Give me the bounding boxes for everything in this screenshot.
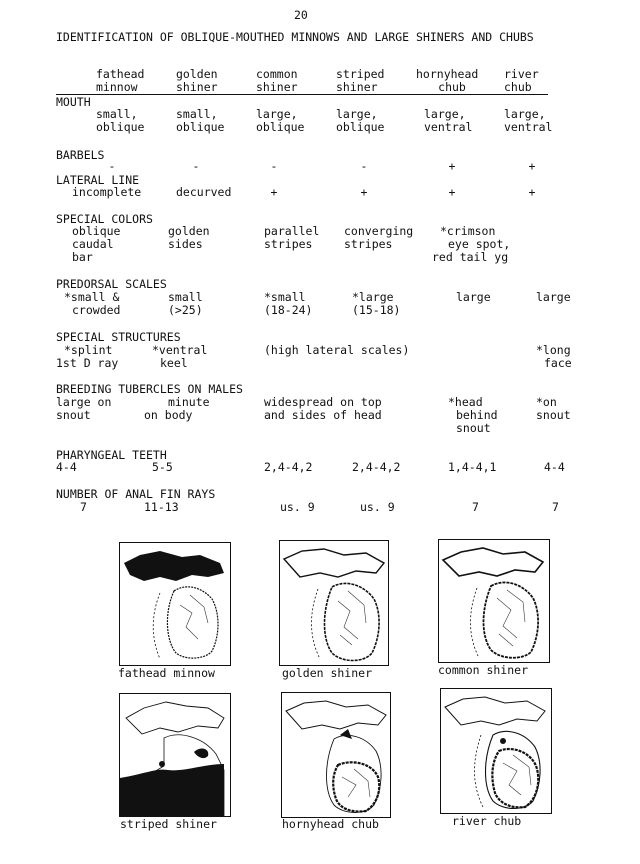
mouth-golden-2: oblique (176, 120, 225, 134)
barbels-hornyhead: + (448, 159, 456, 173)
barbels-striped: - (360, 159, 368, 173)
tubercles-river-2: snout (536, 408, 571, 422)
barbels-common: - (270, 159, 278, 173)
map-striped-shiner (119, 693, 231, 817)
barbels-river: + (528, 159, 536, 173)
special-colors-golden-2: sides (168, 237, 203, 251)
structures-fathead-2: 1st D ray (56, 356, 119, 370)
mouth-fathead-1: small, (96, 107, 138, 121)
structures-river-2: face (544, 356, 572, 370)
species-header-fathead-2: minnow (96, 80, 138, 94)
species-header-common-2: shiner (256, 80, 298, 94)
breeding-tubercles-heading: BREEDING TUBERCLES ON MALES (56, 382, 243, 396)
special-colors-fathead-2: caudal (72, 237, 114, 251)
teeth-fathead: 4-4 (56, 460, 77, 474)
anal-river: 7 (552, 500, 559, 514)
special-colors-hornyhead-2: eye spot, (448, 237, 511, 251)
structures-golden-1: *ventral (152, 343, 208, 357)
mouth-fathead-2: oblique (96, 120, 145, 134)
mouth-golden-1: small, (176, 107, 218, 121)
special-structures-heading: SPECIAL STRUCTURES (56, 330, 181, 344)
special-colors-golden-1: golden (168, 224, 210, 238)
map-hornyhead-chub (281, 692, 391, 818)
predorsal-golden-1: small (168, 290, 203, 304)
anal-common: us. 9 (280, 500, 315, 514)
species-header-striped-2: shiner (336, 80, 378, 94)
page-title: IDENTIFICATION OF OBLIQUE-MOUTHED MINNOWS AND LARGE SHINERS AND CHUBS (56, 30, 534, 44)
caption-striped-shiner: striped shiner (120, 817, 217, 831)
species-header-hornyhead-2: chub (438, 80, 466, 94)
anal-striped: us. 9 (360, 500, 395, 514)
map-fathead-minnow (119, 542, 231, 666)
barbels-fathead: - (108, 159, 116, 173)
mouth-striped-2: oblique (336, 120, 385, 134)
lateral-line-hornyhead: + (448, 185, 456, 199)
barbels-heading: BARBELS (56, 148, 105, 162)
caption-river-chub: river chub (452, 814, 522, 828)
predorsal-striped-2: (15-18) (352, 303, 401, 317)
species-header-golden-1: golden (176, 67, 218, 81)
tubercles-golden-2: on body (144, 408, 193, 422)
predorsal-striped-1: *large (352, 290, 394, 304)
structures-river-1: *long (536, 343, 571, 357)
caption-common-shiner: common shiner (438, 663, 529, 677)
map-golden-shiner (279, 540, 389, 666)
special-colors-common-2: stripes (264, 237, 313, 251)
teeth-river: 4-4 (544, 460, 565, 474)
tubercles-fathead-2: snout (56, 408, 91, 422)
tubercles-common-1: widespread on top (264, 395, 382, 409)
lateral-line-golden: decurved (176, 185, 232, 199)
lateral-line-fathead: incomplete (72, 185, 142, 199)
mouth-river-1: large, (504, 107, 546, 121)
map-river-chub (440, 688, 552, 814)
tubercles-hornyhead-1: *head (448, 395, 483, 409)
teeth-hornyhead: 1,4-4,1 (448, 460, 497, 474)
anal-golden: 11-13 (144, 500, 179, 514)
predorsal-scales-heading: PREDORSAL SCALES (56, 277, 167, 291)
special-colors-common-1: parallel (264, 224, 320, 238)
predorsal-fathead-1: *small & (64, 290, 120, 304)
special-colors-heading: SPECIAL COLORS (56, 212, 153, 226)
special-colors-fathead-3: bar (72, 250, 93, 264)
mouth-common-2: oblique (256, 120, 305, 134)
mouth-heading: MOUTH (56, 95, 91, 109)
tubercles-hornyhead-2: behind (456, 408, 498, 422)
predorsal-fathead-2: crowded (72, 303, 121, 317)
predorsal-golden-2: (>25) (168, 303, 203, 317)
header-underline (56, 94, 548, 95)
tubercles-river-1: *on (536, 395, 557, 409)
page-number: 20 (294, 8, 308, 22)
tubercles-golden-1: minute (168, 395, 210, 409)
species-header-golden-2: shiner (176, 80, 218, 94)
species-header-fathead-1: fathead (96, 67, 145, 81)
teeth-golden: 5-5 (152, 460, 173, 474)
tubercles-fathead-1: large on (56, 395, 112, 409)
anal-fathead: 7 (80, 500, 87, 514)
mouth-hornyhead-1: large, (424, 107, 466, 121)
lateral-line-common: + (270, 185, 278, 199)
tubercles-hornyhead-3: snout (456, 421, 491, 435)
special-colors-striped-2: stripes (344, 237, 393, 251)
mouth-common-1: large, (256, 107, 298, 121)
structures-common: (high lateral scales) (264, 343, 410, 357)
species-header-hornyhead-1: hornyhead (416, 67, 479, 81)
anal-fin-rays-heading: NUMBER OF ANAL FIN RAYS (56, 487, 216, 501)
teeth-common: 2,4-4,2 (264, 460, 313, 474)
barbels-golden: - (192, 159, 200, 173)
special-colors-hornyhead-1: *crimson (440, 224, 496, 238)
species-header-common-1: common (256, 67, 298, 81)
special-colors-fathead-1: oblique (72, 224, 121, 238)
tubercles-common-2: and sides of head (264, 408, 382, 422)
mouth-river-2: ventral (504, 120, 553, 134)
structures-fathead-1: *splint (64, 343, 113, 357)
lateral-line-striped: + (360, 185, 368, 199)
teeth-striped: 2,4-4,2 (352, 460, 401, 474)
caption-golden-shiner: golden shiner (282, 666, 373, 680)
anal-hornyhead: 7 (472, 500, 479, 514)
predorsal-common-1: *small (264, 290, 306, 304)
mouth-hornyhead-2: ventral (424, 120, 473, 134)
caption-fathead-minnow: fathead minnow (118, 666, 215, 680)
species-header-river-1: river (504, 67, 539, 81)
lateral-line-river: + (528, 185, 536, 199)
map-common-shiner (438, 539, 550, 663)
mouth-striped-1: large, (336, 107, 378, 121)
predorsal-hornyhead: large (456, 290, 491, 304)
species-header-river-2: chub (504, 80, 532, 94)
predorsal-river: large (536, 290, 571, 304)
special-colors-hornyhead-3: red tail yg (432, 250, 509, 264)
predorsal-common-2: (18-24) (264, 303, 313, 317)
pharyngeal-teeth-heading: PHARYNGEAL TEETH (56, 448, 167, 462)
caption-hornyhead-chub: hornyhead chub (282, 817, 379, 831)
special-colors-striped-1: converging (344, 224, 414, 238)
species-header-striped-1: striped (336, 67, 385, 81)
structures-golden-2: keel (160, 356, 188, 370)
lateral-line-heading: LATERAL LINE (56, 173, 140, 187)
